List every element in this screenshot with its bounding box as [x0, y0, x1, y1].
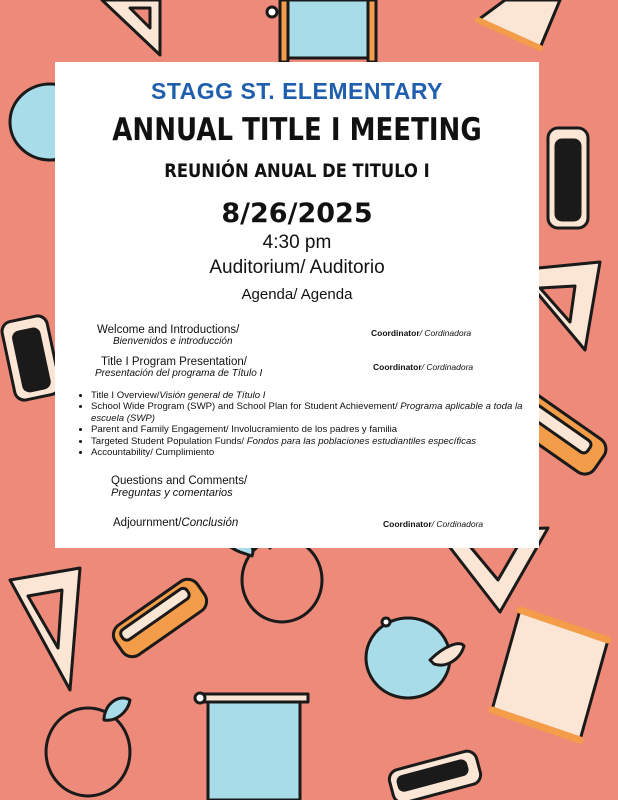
meeting-location: Auditorium/ Auditorio: [209, 257, 385, 278]
triangle-ruler-icon: [102, 0, 160, 55]
apple-icon: [366, 618, 464, 698]
coordinator-label: Coordinator/ Cordinadora: [371, 328, 472, 338]
list-item: • Parent and Family Engagement/ Involucramiento de los padres y familia: [91, 424, 543, 435]
stapler-icon: [109, 575, 212, 662]
stapler-icon: [548, 128, 588, 228]
list-item: • School Wide Program (SWP) and School Plan for Student Achievement/ Programa aplicable a toda la escuela (SWP): [91, 401, 543, 424]
scroll-icon: [267, 0, 376, 62]
title-english: ANNUAL TITLE I MEETING: [112, 112, 482, 148]
coordinator-label: Coordinator/ Cordinadora: [373, 362, 474, 372]
triangle-ruler-icon: [10, 568, 80, 690]
scroll-icon: [478, 0, 560, 48]
agenda-heading: Agenda/ Agenda: [241, 286, 353, 303]
agenda-item-welcome: Welcome and Introductions/ Bienvenidos e introducción: [97, 324, 240, 347]
agenda-item-adjournment: Adjournment/Conclusión: [113, 517, 239, 529]
coordinator-label: Coordinator/ Cordinadora: [383, 519, 484, 529]
meeting-date: 8/26/2025: [221, 198, 373, 229]
stapler-icon: [0, 314, 62, 402]
meeting-time: 4:30 pm: [262, 232, 332, 253]
list-item: • Accountability/ Cumplimiento: [91, 447, 543, 458]
apple-icon: [226, 536, 322, 622]
agenda-item-questions: Questions and Comments/ Preguntas y comentarios: [111, 475, 248, 499]
list-item: • Targeted Student Population Funds/ Fondos para las poblaciones estudiantiles específicas: [91, 436, 543, 447]
apple-icon: [46, 698, 130, 796]
title-spanish: REUNIÓN ANUAL DE TITULO I: [164, 160, 430, 182]
stapler-icon: [387, 749, 483, 800]
scroll-icon: [195, 693, 308, 800]
agenda-item-program: Title I Program Presentation/ Presentación del programa de Título I: [95, 356, 263, 379]
program-topics-list: [75, 390, 543, 458]
list-item: • Title I Overview/Visión general de Título I: [91, 390, 543, 401]
flyer-card: [55, 62, 539, 548]
school-name: STAGG ST. ELEMENTARY: [151, 78, 443, 104]
scroll-icon: [492, 610, 608, 740]
